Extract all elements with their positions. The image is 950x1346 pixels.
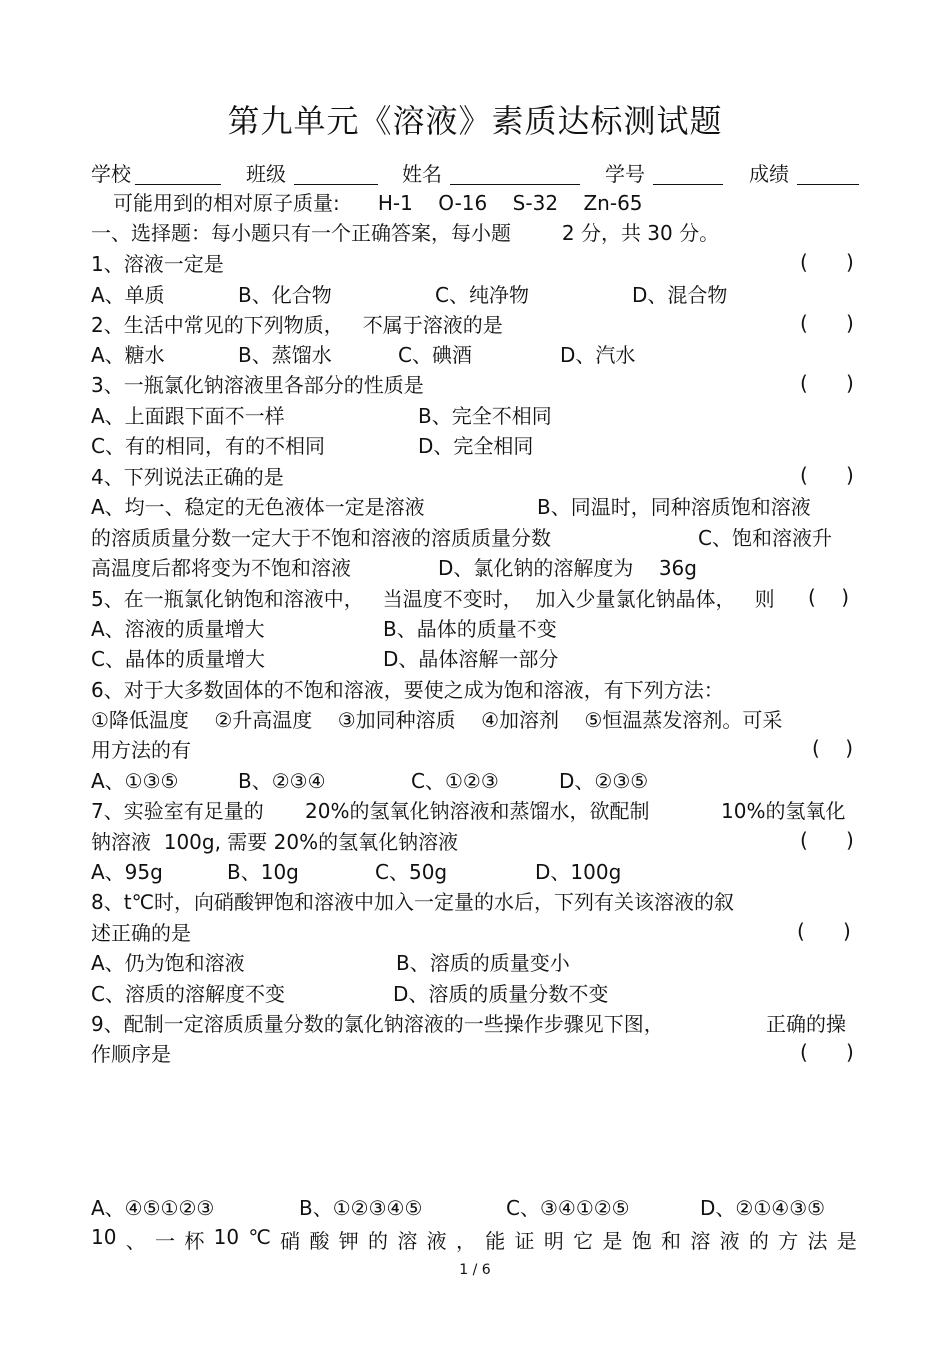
q8-stem-end: 述正确的是 [91, 921, 191, 945]
q10-char: 是 [836, 1229, 857, 1253]
school-label: 学校 [91, 162, 131, 186]
q9-stem: 9、配制一定溶质质量分数的氯化钠溶液的一些操作步骤见下图， [91, 1012, 664, 1036]
q9-option-c[interactable]: C、③④①②⑤ [506, 1196, 630, 1220]
name-label: 姓名 [402, 162, 442, 186]
q3-option-c[interactable]: C、有的相同，有的不相同 [91, 434, 325, 458]
q1-stem: 1、溶液一定是 [91, 252, 224, 276]
q7-option-d[interactable]: D、100g [535, 860, 622, 884]
q3-option-d[interactable]: D、完全相同 [418, 434, 534, 458]
q8-option-d[interactable]: D、溶质的质量分数不变 [393, 982, 609, 1006]
q8-option-b[interactable]: B、溶质的质量变小 [396, 951, 570, 975]
number-label: 学号 [605, 162, 645, 186]
q10-stem [91, 1225, 857, 1254]
q6-option-d[interactable]: D、②③⑤ [559, 769, 649, 793]
q7-stem-part1: 7、实验室有足量的 [91, 799, 264, 823]
q6-stem-end: 用方法的有 [91, 738, 191, 762]
q3-answer-paren[interactable]: ( ) [800, 371, 854, 395]
q9-stem-cont: 正确的操 [766, 1012, 846, 1036]
q1-option-c[interactable]: C、纯净物 [435, 283, 529, 307]
q10-char: ℃ [248, 1225, 271, 1249]
q8-answer-paren[interactable]: ( ) [797, 919, 851, 943]
q10-char: 、 [125, 1229, 146, 1253]
q9-option-a[interactable]: A、④⑤①②③ [91, 1196, 215, 1220]
q2-stem: 2、生活中常见的下列物质， 不属于溶液的是 [91, 313, 503, 337]
page-title: 第九单元《溶液》素质达标测试题 [227, 102, 723, 140]
q4-option-c[interactable]: C、饱和溶液升 [698, 526, 832, 550]
q10-char: ， [455, 1229, 476, 1253]
atomic-masses: 可能用到的相对原子质量: H-1 O-16 S-32 Zn-65 [113, 191, 643, 215]
q7-option-a[interactable]: A、95g [91, 860, 163, 884]
q5-option-a[interactable]: A、溶液的质量增大 [91, 617, 265, 641]
q6-option-b[interactable]: B、②③④ [238, 769, 326, 793]
q10-char: 证 [514, 1229, 535, 1253]
q8-option-c[interactable]: C、溶质的溶解度不变 [91, 982, 285, 1006]
q10-char: 液 [719, 1229, 740, 1253]
q6-option-c[interactable]: C、①②③ [411, 769, 499, 793]
q10-char: 饱 [631, 1229, 652, 1253]
q10-char: 能 [485, 1229, 506, 1253]
section-heading: 一、选择题：每小题只有一个正确答案，每小题 2 分，共 30 分。 [91, 221, 720, 245]
q10-char: 酸 [309, 1229, 330, 1253]
q7-answer-paren[interactable]: ( ) [800, 828, 854, 852]
q6-stem: 6、对于大多数固体的不饱和溶液，要使之成为饱和溶液，有下列方法： [91, 678, 724, 702]
q7-stem-end: 钠溶液 100g, 需要 20%的氢氧化钠溶液 [91, 830, 459, 854]
q5-option-b[interactable]: B、晶体的质量不变 [383, 617, 557, 641]
q5-stem: 5、在一瓶氯化钠饱和溶液中， 当温度不变时， 加入少量氯化钠晶体， 则 [91, 587, 775, 611]
q4-option-c-cont: 高温度后都将变为不饱和溶液 [91, 556, 351, 580]
q10-char: 钾 [338, 1229, 359, 1253]
q10-char: 的 [368, 1229, 389, 1253]
q2-option-b[interactable]: B、蒸馏水 [238, 343, 332, 367]
name-blank[interactable] [450, 184, 580, 185]
q10-char: 溶 [690, 1229, 711, 1253]
q10-char: 杯 [184, 1229, 205, 1253]
q2-option-d[interactable]: D、汽水 [560, 343, 636, 367]
q4-answer-paren[interactable]: ( ) [800, 463, 854, 487]
q8-stem: 8、t℃时，向硝酸钾饱和溶液中加入一定量的水后，下列有关该溶液的叙 [91, 890, 735, 914]
q3-option-b[interactable]: B、完全不相同 [418, 404, 552, 428]
q9-option-b[interactable]: B、①②③④⑤ [299, 1196, 423, 1220]
q5-option-d[interactable]: D、晶体溶解一部分 [383, 647, 559, 671]
q6-answer-paren[interactable]: ( ) [812, 736, 854, 760]
q1-option-a[interactable]: A、单质 [91, 283, 165, 307]
class-label: 班级 [246, 162, 286, 186]
q1-answer-paren[interactable]: ( ) [800, 250, 854, 274]
q7-stem-part2: 20%的氢氧化钠溶液和蒸馏水，欲配制 [305, 799, 650, 823]
score-label: 成绩 [749, 162, 789, 186]
q3-option-a[interactable]: A、上面跟下面不一样 [91, 404, 285, 428]
score-blank[interactable] [797, 184, 859, 185]
q10-char: 硝 [280, 1229, 301, 1253]
q10-char: 方 [778, 1229, 799, 1253]
q9-option-d[interactable]: D、②①④③⑤ [700, 1196, 826, 1220]
page-number: 1 / 6 [459, 1262, 491, 1278]
q4-stem: 4、下列说法正确的是 [91, 465, 284, 489]
q7-option-c[interactable]: C、50g [375, 860, 448, 884]
class-blank[interactable] [294, 184, 378, 185]
q10-char: 的 [748, 1229, 769, 1253]
q4-option-d[interactable]: D、氯化钠的溶解度为 36g [438, 556, 697, 580]
q6-methods: ①降低温度 ②升高温度 ③加同种溶质 ④加溶剂 ⑤恒温蒸发溶剂。可采 [91, 708, 783, 732]
q10-char: 一 [155, 1229, 176, 1253]
school-blank[interactable] [135, 184, 221, 185]
q5-answer-paren[interactable]: ( ) [808, 585, 850, 609]
q2-option-a[interactable]: A、糖水 [91, 343, 165, 367]
q9-stem-end: 作顺序是 [91, 1042, 171, 1066]
q10-char: 是 [602, 1229, 623, 1253]
q6-option-a[interactable]: A、①③⑤ [91, 769, 179, 793]
q7-option-b[interactable]: B、10g [227, 860, 299, 884]
student-info-row [91, 158, 861, 188]
q2-answer-paren[interactable]: ( ) [800, 311, 854, 335]
q10-char: 10 [213, 1225, 240, 1249]
q5-option-c[interactable]: C、晶体的质量增大 [91, 647, 265, 671]
q1-option-d[interactable]: D、混合物 [632, 283, 728, 307]
q10-char: 液 [426, 1229, 447, 1253]
q10-char: 法 [807, 1229, 828, 1253]
q7-stem-part3: 10%的氢氧化 [721, 799, 846, 823]
q3-stem: 3、一瓶氯化钠溶液里各部分的性质是 [91, 373, 424, 397]
q2-option-c[interactable]: C、碘酒 [398, 343, 472, 367]
q10-char: 溶 [397, 1229, 418, 1253]
q9-answer-paren[interactable]: ( ) [800, 1040, 854, 1064]
q4-option-b[interactable]: B、同温时，同种溶质饱和溶液 [537, 495, 811, 519]
q4-option-b-cont: 的溶质质量分数一定大于不饱和溶液的溶质质量分数 [91, 526, 551, 550]
q10-char: 它 [573, 1229, 594, 1253]
q10-char: 和 [661, 1229, 682, 1253]
q10-char: 明 [543, 1229, 564, 1253]
q1-option-b[interactable]: B、化合物 [238, 283, 332, 307]
q10-char: 10 [91, 1225, 117, 1249]
q8-option-a[interactable]: A、仍为饱和溶液 [91, 951, 245, 975]
q4-option-a[interactable]: A、均一、稳定的无色液体一定是溶液 [91, 495, 425, 519]
number-blank[interactable] [653, 184, 723, 185]
